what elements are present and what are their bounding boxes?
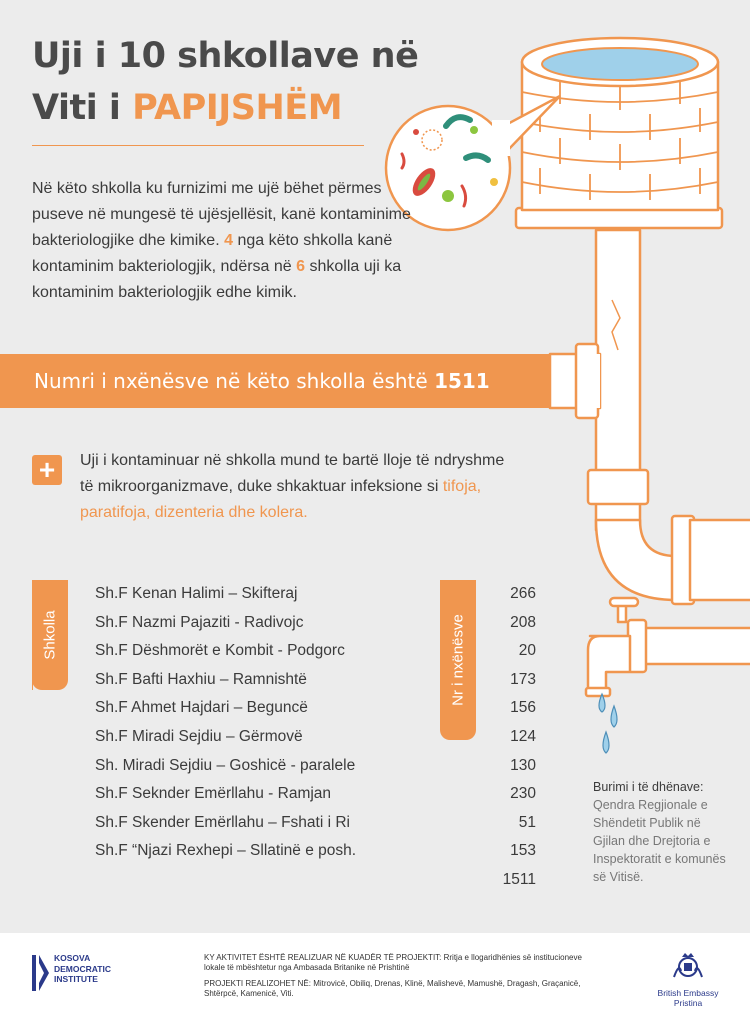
students-total: 1511 [502, 871, 536, 888]
count-item: 124 [510, 727, 536, 745]
intro-text-3: shkolla uji ka kontaminim bakteriologjik edhe kimik. [32, 258, 402, 301]
intro-number-chemical: 6 [296, 258, 306, 275]
source-body: Qendra Regjionale e Shëndetit Publik në Gjilan dhe Drejtoria e Inspektoratit e komunës së Vitisë. [593, 798, 726, 884]
kdi-logo [32, 953, 172, 1013]
embassy-line-1: British Embassy [657, 988, 719, 998]
title-divider [32, 145, 364, 146]
list-item: Sh.F Miradi Sejdiu – Gërmovë [95, 727, 303, 745]
count-item: 130 [510, 756, 536, 774]
title-line-2-prefix: Viti i [32, 88, 133, 128]
list-item: Sh. Miradi Sejdiu – Goshicë - paralele [95, 756, 356, 774]
schools-column-tab [32, 580, 68, 690]
list-item: Sh.F Skender Emërllahu – Fshati i Ri [95, 813, 350, 831]
student-counts-list [480, 580, 536, 866]
count-item: 230 [510, 785, 536, 803]
plus-icon: + [32, 455, 62, 485]
list-item: Sh.F “Njazi Rexhepi – Sllatinë e posh. [95, 842, 357, 860]
title-line-1: Uji i 10 shkollave në [32, 36, 419, 76]
british-embassy-logo [650, 951, 726, 1008]
students-column-label: Nr i nxënësve [449, 614, 467, 706]
royal-crest-icon [671, 951, 705, 981]
source-title: Burimi i të dhënave: [593, 780, 704, 794]
count-item: 208 [510, 613, 536, 631]
kdi-logo-icon [32, 955, 50, 991]
kdi-line-3: INSTITUTE [54, 974, 98, 984]
count-item: 266 [510, 585, 536, 602]
list-item: Sh.F Dëshmorët e Kombit - Podgorc [95, 642, 345, 660]
count-item: 153 [510, 842, 536, 860]
schools-list [95, 580, 356, 866]
intro-number-bacteriological: 4 [224, 232, 233, 249]
intro-text-2: nga këto shkolla kanë kontaminim bakteriologjik, ndërsa në [32, 232, 393, 275]
page-title [32, 30, 418, 134]
list-item: Sh.F Kenan Halimi – Skifteraj [95, 585, 298, 602]
health-note-diseases: tifoja, paratifoja, dizenteria dhe kolera. [80, 478, 482, 521]
students-total-banner [0, 354, 550, 408]
footer [0, 933, 750, 1024]
title-accent: PAPIJSHËM [132, 88, 343, 128]
list-item: Sh.F Nazmi Pajaziti - Radivojc [95, 613, 304, 631]
schools-column-label: Shkolla [41, 610, 59, 660]
list-item: Sh.F Seknder Emërllahu - Ramjan [95, 785, 332, 803]
kdi-line-1: KOSOVA [54, 953, 91, 963]
list-item: Sh.F Ahmet Hajdari – Beguncë [95, 699, 308, 717]
health-note [80, 448, 520, 526]
banner-number: 1511 [434, 369, 490, 393]
count-item: 173 [510, 670, 536, 688]
kdi-line-2: DEMOCRATIC [54, 963, 111, 974]
intro-paragraph [32, 176, 432, 306]
banner-text: Numri i nxënësve në këto shkolla është [34, 369, 435, 393]
students-column-tab [440, 580, 476, 740]
count-item: 51 [518, 813, 536, 831]
project-note: KY AKTIVITET ËSHTË REALIZUAR NË KUADËR TË PROJEKTIT: Rritja e llogaridhënies së institucioneve lokale të mbështetur nga Ambasada Britanike në Prishtinë [204, 953, 582, 972]
intro-text-1: Në këto shkolla ku furnizimi me ujë bëhet përmes puseve në mungesë të ujësjellësit, kanë kontaminime bakteriologjike dhe kimike. [32, 180, 411, 249]
count-item: 156 [510, 699, 536, 717]
data-source [593, 778, 728, 886]
project-locations: PROJEKTI REALIZOHET NË: Mitrovicë, Obiliq, Drenas, Klinë, Malishevë, Mamushë, Dragash, Graçanicë, Shtërpcë, Kamenicë, Viti. [204, 979, 581, 998]
footer-project-note [204, 953, 584, 1005]
embassy-line-2: Pristina [673, 998, 703, 1008]
health-note-text: Uji i kontaminuar në shkolla mund te bartë lloje të ndryshme të mikroorganizmave, duke shkaktuar infeksione si [80, 452, 505, 495]
list-item: Sh.F Bafti Haxhiu – Ramnishtë [95, 670, 307, 688]
count-item: 20 [518, 642, 536, 660]
